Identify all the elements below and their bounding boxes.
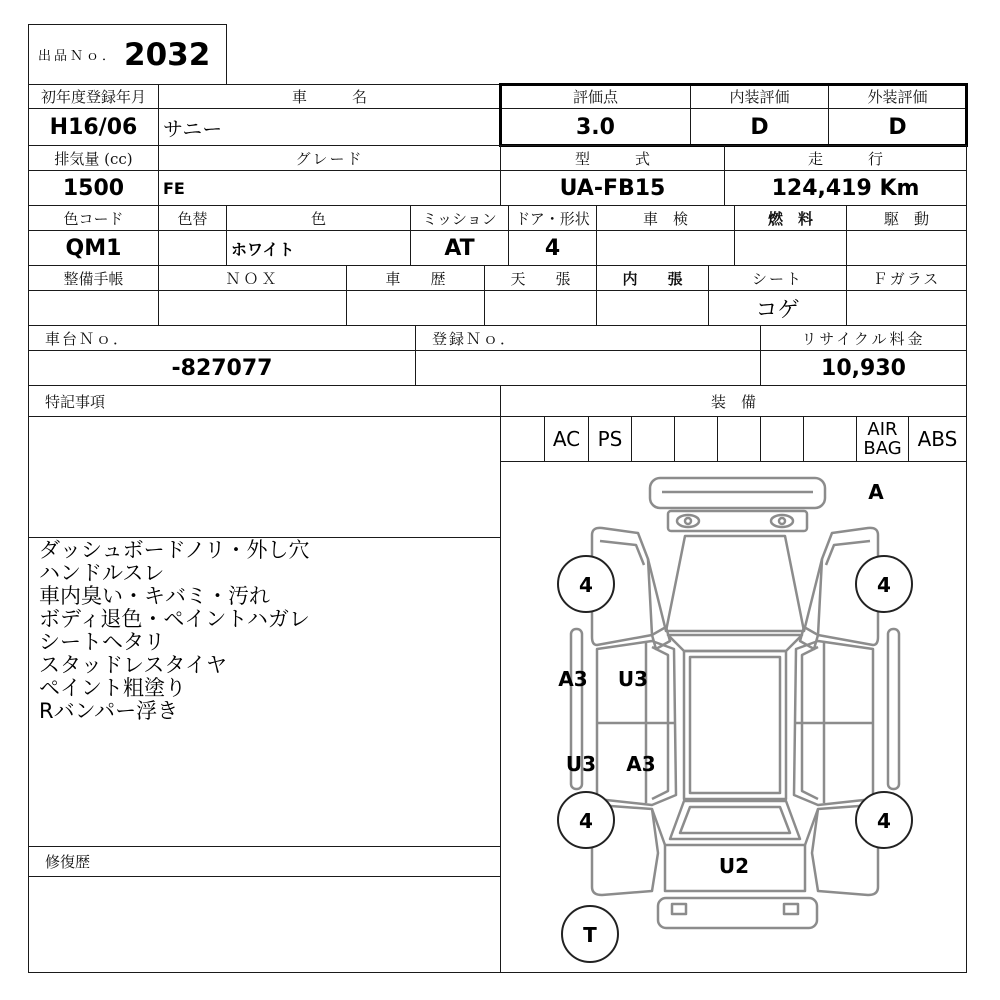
recycle-fee-value: 10,930	[760, 350, 967, 386]
notes-blank-area	[28, 416, 501, 538]
score-value: 3.0	[500, 108, 691, 146]
color-change-value	[158, 230, 227, 266]
vehicle-history-label: 車 歴	[346, 265, 485, 291]
doors-label: ドア・形状	[508, 205, 597, 231]
inspection-value	[596, 230, 735, 266]
nox-label: ＮＯＸ	[158, 265, 347, 291]
car-diagram	[500, 461, 966, 972]
seat-value: コゲ	[708, 290, 847, 326]
color-code-value: QM1	[28, 230, 159, 266]
car-tail-lamp-left	[672, 904, 686, 914]
nox-value	[158, 290, 347, 326]
equipment-cell	[500, 416, 545, 462]
note-line: ダッシュボードノリ・外し穴	[39, 538, 310, 562]
damage-mark-front-bumper: A	[868, 480, 884, 504]
equipment-ps: PS	[588, 416, 632, 462]
note-line: シートヘタリ	[39, 630, 165, 654]
tire-front-right-value: 4	[877, 573, 891, 597]
registration-number-value	[415, 350, 761, 386]
note-line: 車内臭い・キバミ・汚れ	[39, 584, 270, 608]
grade-label: グレード	[158, 145, 501, 171]
damage-mark-left-front-door: A3	[558, 667, 588, 691]
interior-trim-label: 内 張	[596, 265, 709, 291]
damage-mark-left-front-door: U3	[617, 667, 649, 691]
equipment-cell	[717, 416, 761, 462]
transmission-value: AT	[410, 230, 509, 266]
service-book-label: 整備手帳	[28, 265, 159, 291]
tire-rear-left-value: 4	[579, 809, 593, 833]
registration-number-label: 登録Ｎｏ．	[415, 325, 761, 351]
drive-value	[846, 230, 967, 266]
service-book-value	[28, 290, 159, 326]
tire-rear-right	[856, 792, 912, 848]
repair-history-value	[28, 876, 501, 973]
color-code-label: 色コード	[28, 205, 159, 231]
spare-tire-value: T	[583, 923, 597, 947]
exterior-grade-value: D	[828, 108, 967, 146]
grade-value: FE	[158, 170, 501, 206]
equipment-cell	[674, 416, 718, 462]
front-glass-value	[846, 290, 967, 326]
recycle-fee-label: リサイクル料金	[760, 325, 967, 351]
damage-mark-left-rear-door: A3	[626, 752, 656, 776]
lot-number-label: 出品Ｎｏ．	[38, 49, 119, 64]
equipment-abs: ABS	[908, 416, 967, 462]
tire-front-left-value: 4	[579, 573, 593, 597]
fuel-label: 燃 料	[734, 205, 847, 231]
spare-tire	[562, 906, 618, 962]
tire-front-left	[558, 556, 614, 612]
car-name-label: 車 名	[158, 84, 501, 109]
doors-value: 4	[508, 230, 597, 266]
tire-rear-left	[558, 792, 614, 848]
note-line: ボディ退色・ペイントハガレ	[39, 607, 310, 631]
exterior-grade-label: 外装評価	[828, 84, 967, 109]
repair-history-label: 修復歴	[28, 846, 501, 877]
equipment-ac: AC	[544, 416, 589, 462]
car-roof-inner	[690, 657, 780, 793]
first-registration-label: 初年度登録年月	[28, 84, 159, 109]
equipment-label: 装 備	[500, 385, 967, 417]
vehicle-history-value	[346, 290, 485, 326]
headliner-label: 天 張	[484, 265, 597, 291]
chassis-number-value: -827077	[28, 350, 416, 386]
fuel-value	[734, 230, 847, 266]
displacement-value: 1500	[28, 170, 159, 206]
equipment-airbag: AIR BAG	[856, 416, 909, 462]
front-glass-label: Ｆガラス	[846, 265, 967, 291]
inspection-label: 車 検	[596, 205, 735, 231]
color-change-label: 色替	[158, 205, 227, 231]
interior-trim-value	[596, 290, 709, 326]
displacement-label: 排気量 (cc)	[28, 145, 159, 171]
interior-grade-label: 内装評価	[690, 84, 829, 109]
color-label: 色	[226, 205, 411, 231]
interior-grade-value: D	[690, 108, 829, 146]
damage-mark-trunk: U2	[718, 854, 750, 878]
car-windshield	[668, 635, 802, 651]
notes-label: 特記事項	[28, 385, 501, 417]
equipment-cell	[803, 416, 857, 462]
note-line: ペイント粗塗り	[39, 676, 186, 700]
lot-number-box	[28, 24, 227, 85]
mileage-label: 走 行	[724, 145, 967, 171]
note-line: ハンドルスレ	[39, 561, 165, 585]
tire-front-right	[856, 556, 912, 612]
car-hood	[666, 536, 804, 631]
equipment-cell	[631, 416, 675, 462]
chassis-number-label: 車台Ｎｏ．	[28, 325, 416, 351]
mileage-value: 124,419 Km	[724, 170, 967, 206]
headliner-value	[484, 290, 597, 326]
note-line: スタッドレスタイヤ	[39, 653, 227, 677]
tire-rear-right-value: 4	[877, 809, 891, 833]
lot-number: 2032	[124, 36, 211, 73]
model-code-label: 型 式	[500, 145, 725, 171]
score-label: 評価点	[500, 84, 691, 109]
damage-mark-left-rear-door: U3	[565, 752, 597, 776]
car-tail-lamp-right	[784, 904, 798, 914]
car-roof	[684, 651, 786, 799]
first-registration-value: H16/06	[28, 108, 159, 146]
color-value: ホワイト	[226, 230, 411, 266]
equipment-cell	[760, 416, 804, 462]
model-code-value: UA-FB15	[500, 170, 725, 206]
drive-label: 駆 動	[846, 205, 967, 231]
notes-list	[28, 537, 501, 847]
car-name-value: サニー	[158, 108, 501, 146]
seat-label: シート	[708, 265, 847, 291]
transmission-label: ミッション	[410, 205, 509, 231]
note-line: Rバンパー浮き	[39, 699, 179, 723]
